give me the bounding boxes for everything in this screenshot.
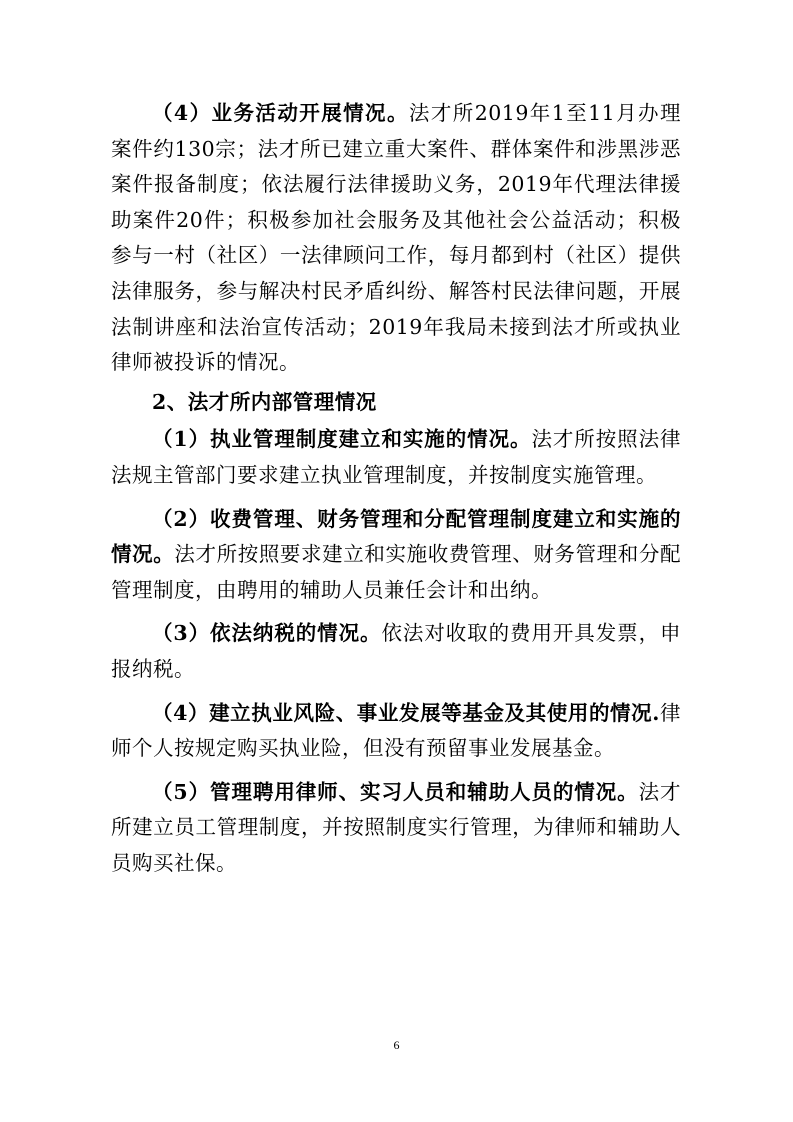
- paragraph-lead: （3）依法纳税的情况。: [152, 621, 382, 646]
- page-number: 6: [393, 1038, 400, 1052]
- paragraph-risk-fund: [111, 696, 681, 767]
- section-heading: 2、法才所内部管理情况: [152, 389, 377, 414]
- paragraph-text: 法才所按照法律法规主管部门要求建立执业管理制度，并按制度实施管理。: [111, 427, 682, 487]
- paragraph-business-activities: [111, 96, 681, 381]
- paragraph-fee-finance: [111, 502, 681, 609]
- paragraph-text: 法才所2019年1至11月办理案件约130宗；法才所已建立重大案件、群体案件和涉黑涉恶案件报备制度；依法履行法律援助义务，2019年代理法律援助案件20件；积极参加社会服务及其他社会公益活动；积极参与一村（社区）一法律顾问工作，每月都到村（社区）提供法律服务，参与解决村民矛盾纠纷、解答村民法律问题，开展法制讲座和法治宣传活动；2019年我局未接到法才所或执业律师被投诉的情况。: [111, 101, 681, 375]
- paragraph-practice-management: [111, 422, 681, 493]
- paragraph-lead: （4）建立执业风险、事业发展等基金及其使用的情况.: [152, 700, 660, 725]
- paragraph-lead: （5）管理聘用律师、实习人员和辅助人员的情况。: [152, 779, 639, 804]
- paragraph-text: 律师个人按规定购买执业险，但没有预留事业发展基金。: [111, 700, 681, 761]
- paragraph-lead: （1）执业管理制度建立和实施的情况。: [152, 427, 532, 452]
- paragraph-text: 法才所按照要求建立和实施收费管理、财务管理和分配管理制度，由聘用的辅助人员兼任会计和出纳。: [111, 542, 682, 602]
- paragraph-staff-management: [111, 775, 681, 882]
- paragraph-tax: [111, 616, 681, 687]
- paragraph-lead: （4）业务活动开展情况。: [152, 101, 409, 125]
- paragraph-lead: （2）收费管理、财务管理和分配管理制度建立和实施的情况。: [111, 506, 681, 567]
- document-body: [111, 96, 681, 881]
- paragraph-text: 法才所建立员工管理制度，并按照制度实行管理，为律师和辅助人员购买社保。: [111, 779, 682, 875]
- paragraph-text: 依法对收取的费用开具发票，申报纳税。: [111, 621, 682, 681]
